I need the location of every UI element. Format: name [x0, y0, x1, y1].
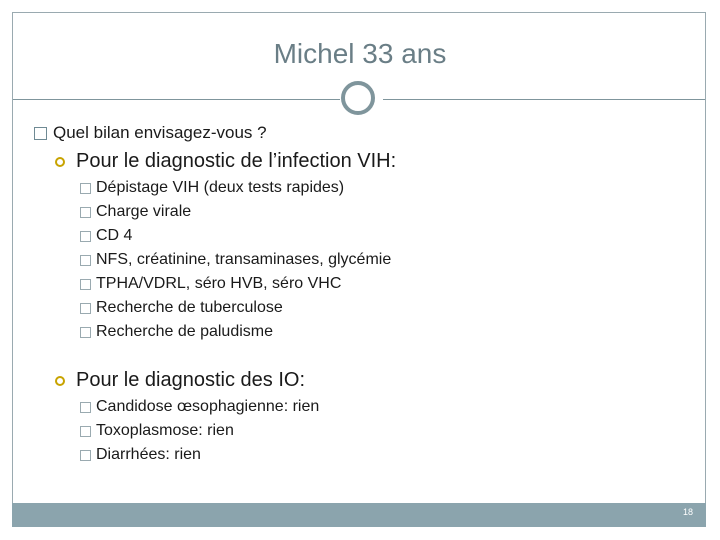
- list-item: [80, 323, 273, 341]
- section-heading-text: Pour le diagnostic de l’infection VIH:: [76, 150, 397, 172]
- list-item: [80, 203, 191, 221]
- list-item-text: Candidose œsophagienne: rien: [96, 398, 320, 415]
- title-circle-ornament: [341, 81, 375, 115]
- checkbox-bullet-icon: [80, 207, 91, 218]
- title-divider-right: [383, 99, 705, 100]
- list-item: [80, 251, 391, 269]
- slide-title: Michel 33 ans: [273, 38, 447, 69]
- list-item: [80, 275, 341, 293]
- page-number: 18: [682, 507, 693, 517]
- list-item-text: Recherche de paludisme: [96, 323, 273, 340]
- list-item-text: Charge virale: [96, 203, 192, 220]
- list-item-text: TPHA/VDRL, séro HVB, séro VHC: [96, 275, 342, 292]
- ring-bullet-icon: [55, 157, 65, 167]
- ring-bullet-icon: [55, 376, 65, 386]
- list-item: [80, 227, 132, 245]
- footer-bar: [12, 503, 706, 527]
- checkbox-bullet-icon: [80, 279, 91, 290]
- list-item: [80, 422, 234, 440]
- list-item-text: Recherche de tuberculose: [96, 299, 283, 316]
- checkbox-bullet-icon: [80, 327, 91, 338]
- checkbox-bullet-icon: [80, 426, 91, 437]
- list-item-text: Toxoplasmose: rien: [96, 422, 234, 439]
- checkbox-bullet-icon: [80, 450, 91, 461]
- list-item-text: CD 4: [96, 227, 133, 244]
- list-item: [80, 299, 283, 317]
- section-heading-io: [55, 369, 305, 392]
- list-item-text: Diarrhées: rien: [96, 446, 201, 463]
- list-item: [80, 446, 201, 464]
- checkbox-bullet-icon: [80, 402, 91, 413]
- checkbox-bullet-icon: [80, 231, 91, 242]
- list-item-text: NFS, créatinine, transaminases, glycémie: [96, 251, 392, 268]
- question-line: [34, 123, 267, 143]
- section-heading-text: Pour le diagnostic des IO:: [76, 369, 306, 391]
- title-divider-left: [13, 99, 340, 100]
- checkbox-bullet-icon: [80, 303, 91, 314]
- list-item: [80, 398, 319, 416]
- question-text: Quel bilan envisagez-vous ?: [53, 123, 267, 142]
- checkbox-bullet-icon: [34, 127, 47, 140]
- list-item-text: Dépistage VIH (deux tests rapides): [96, 179, 345, 196]
- list-item: [80, 179, 344, 197]
- checkbox-bullet-icon: [80, 183, 91, 194]
- section-heading-vih: [55, 150, 396, 173]
- checkbox-bullet-icon: [80, 255, 91, 266]
